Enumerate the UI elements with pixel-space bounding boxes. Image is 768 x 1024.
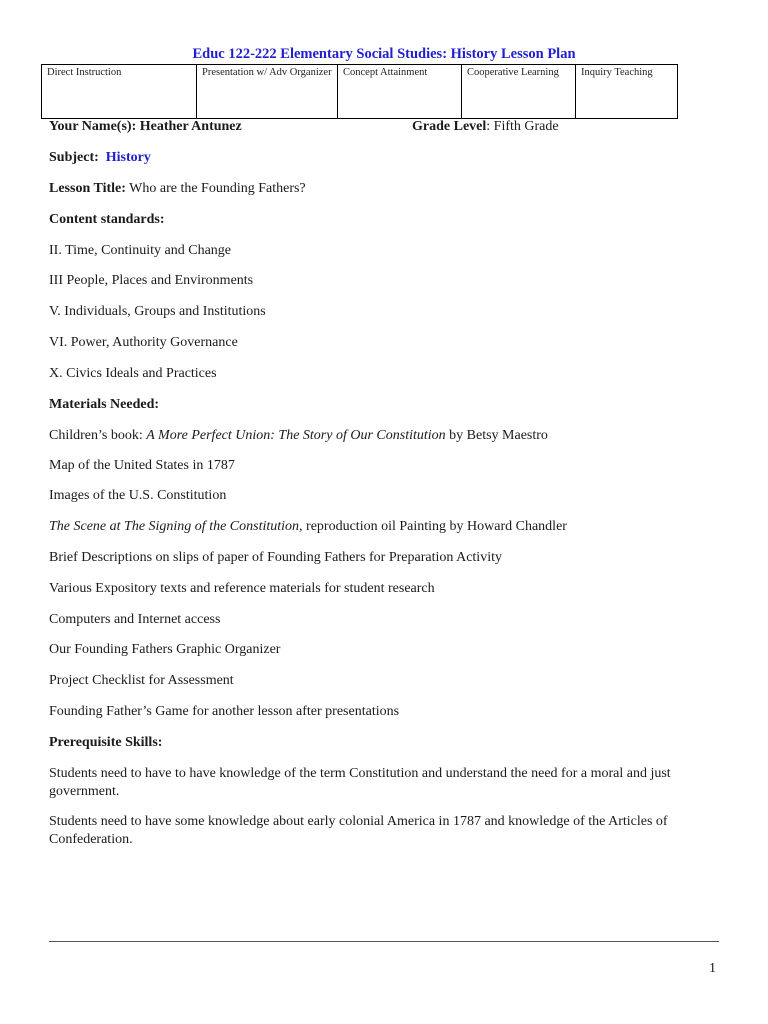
prerequisite-skill: Students need to have to have knowledge of the term Constitution and understand the need for a moral and just government. <box>49 766 671 799</box>
book-title: A More Perfect Union: The Story of Our Constitution <box>146 428 446 443</box>
painting-title: The Scene at The Signing of the Constitution <box>49 519 300 534</box>
standard-item: X. Civics Ideals and Practices <box>49 366 217 381</box>
material-images: Images of the U.S. Constitution <box>49 488 227 503</box>
subject-label: Subject: <box>49 150 99 165</box>
content-standards-heading: Content standards: <box>49 212 165 227</box>
teaching-methods-table <box>41 64 678 119</box>
page-title: Educ 122-222 Elementary Social Studies: History Lesson Plan <box>192 46 576 62</box>
method-presentation: Presentation w/ Adv Organizer <box>197 65 338 119</box>
grade-value: : Fifth Grade <box>486 119 559 134</box>
material-painting <box>49 518 567 535</box>
method-direct-instruction: Direct Instruction <box>42 65 197 119</box>
subject-line <box>49 149 151 166</box>
standard-item: V. Individuals, Groups and Institutions <box>49 304 266 319</box>
standard-item: VI. Power, Authority Governance <box>49 335 238 350</box>
standard-item: II. Time, Continuity and Change <box>49 243 231 258</box>
material-map: Map of the United States in 1787 <box>49 458 235 473</box>
material-checklist: Project Checklist for Assessment <box>49 673 234 688</box>
lesson-title-value: Who are the Founding Fathers? <box>125 181 306 196</box>
method-concept-attainment: Concept Attainment <box>338 65 462 119</box>
lesson-title-line <box>49 180 306 197</box>
book-suffix: by Betsy Maestro <box>445 428 548 443</box>
material-descriptions: Brief Descriptions on slips of paper of Founding Fathers for Preparation Activity <box>49 550 502 565</box>
material-organizer: Our Founding Fathers Graphic Organizer <box>49 642 281 657</box>
material-book <box>49 427 548 444</box>
grade-level <box>412 118 559 135</box>
book-prefix: Children’s book: <box>49 428 147 443</box>
method-inquiry-teaching: Inquiry Teaching <box>576 65 678 119</box>
footer-divider <box>49 941 719 942</box>
page-number: 1 <box>709 961 716 976</box>
prerequisite-heading: Prerequisite Skills: <box>49 735 163 750</box>
method-cooperative-learning: Cooperative Learning <box>462 65 576 119</box>
standard-item: III People, Places and Environments <box>49 273 254 288</box>
table-row <box>42 65 678 119</box>
prerequisite-skill: Students need to have some knowledge about early colonial America in 1787 and knowledge of the Articles of Confederation. <box>49 814 668 847</box>
material-texts: Various Expository texts and reference materials for student research <box>49 581 435 596</box>
subject-value: History <box>105 150 151 165</box>
author-name: Your Name(s): Heather Antunez <box>49 119 242 134</box>
painting-suffix: , reproduction oil Painting by Howard Chandler <box>299 519 567 534</box>
material-game: Founding Father’s Game for another lesson after presentations <box>49 704 400 719</box>
material-computers: Computers and Internet access <box>49 612 221 627</box>
grade-label: Grade Level <box>412 119 487 134</box>
materials-heading: Materials Needed: <box>49 397 160 412</box>
lesson-title-label: Lesson Title: <box>49 181 126 196</box>
